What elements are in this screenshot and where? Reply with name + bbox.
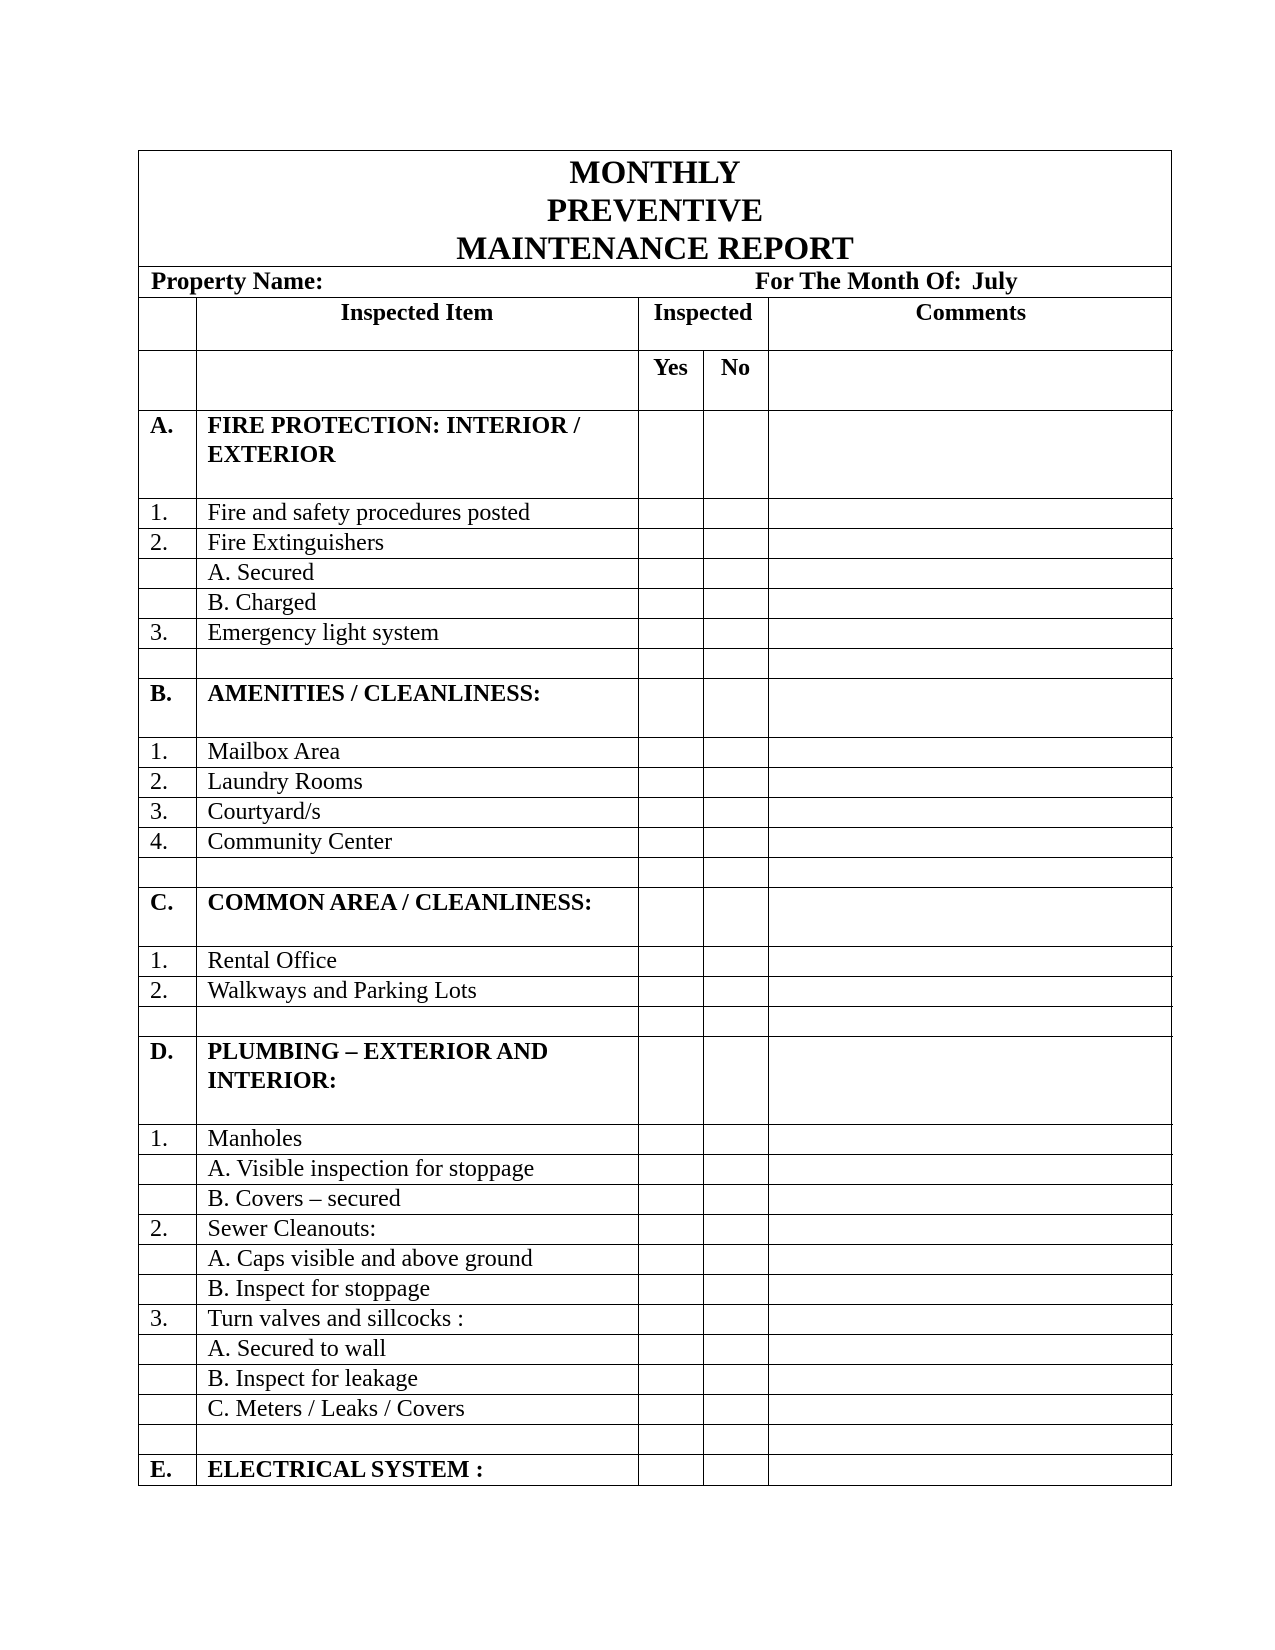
item-text: Fire Extinguishers [196,529,638,559]
comments-cell[interactable] [768,947,1173,977]
yes-checkbox-cell[interactable] [638,1125,703,1155]
yes-checkbox-cell[interactable] [638,738,703,768]
item-number [139,1185,196,1215]
table-row [139,499,1173,529]
table-row [139,768,1173,798]
item-number [139,1275,196,1305]
report-title [139,151,1171,267]
no-checkbox-cell[interactable] [703,679,768,738]
item-text: A. Secured to wall [196,1335,638,1365]
yes-checkbox-cell[interactable] [638,1365,703,1395]
table-row [139,1245,1173,1275]
item-number [139,1365,196,1395]
item-text: B. Inspect for stoppage [196,1275,638,1305]
item-text: Turn valves and sillcocks : [196,1305,638,1335]
no-checkbox-cell[interactable] [703,828,768,858]
blank-num-cell [139,858,196,888]
table-row [139,828,1173,858]
comments-cell[interactable] [768,559,1173,589]
no-checkbox-cell[interactable] [703,529,768,559]
item-text: A. Visible inspection for stoppage [196,1155,638,1185]
title-line-3: MAINTENANCE REPORT [456,231,854,267]
blank-num-cell [139,1007,196,1037]
yes-checkbox-cell[interactable] [638,1305,703,1335]
header-no: No [703,351,768,411]
yes-checkbox-cell[interactable] [638,858,703,888]
table-row [139,947,1173,977]
item-text: Community Center [196,828,638,858]
yes-checkbox-cell[interactable] [638,529,703,559]
item-number [139,1395,196,1425]
yes-checkbox-cell[interactable] [638,411,703,499]
table-row [139,1305,1173,1335]
yes-checkbox-cell[interactable] [638,649,703,679]
table-row [139,738,1173,768]
header-inspected-item: Inspected Item [196,298,638,351]
yes-checkbox-cell[interactable] [638,768,703,798]
no-checkbox-cell[interactable] [703,1215,768,1245]
item-number: 2. [139,977,196,1007]
no-checkbox-cell[interactable] [703,1185,768,1215]
comments-cell[interactable] [768,1125,1173,1155]
header-comments: Comments [768,298,1173,351]
item-text: Manholes [196,1125,638,1155]
item-text: B. Covers – secured [196,1185,638,1215]
item-text: Laundry Rooms [196,768,638,798]
yes-checkbox-cell[interactable] [638,679,703,738]
item-text: C. Meters / Leaks / Covers [196,1395,638,1425]
section-title: FIRE PROTECTION: INTERIOR / EXTERIOR [196,411,638,499]
no-checkbox-cell[interactable] [703,411,768,499]
section-row [139,1037,1173,1125]
yes-checkbox-cell[interactable] [638,1155,703,1185]
comments-cell[interactable] [768,1275,1173,1305]
property-month-row [139,267,1171,298]
yes-checkbox-cell[interactable] [638,619,703,649]
no-checkbox-cell[interactable] [703,1245,768,1275]
blank-item-cell [196,649,638,679]
subheader-num-cell [139,351,196,411]
table-row [139,798,1173,828]
yes-checkbox-cell[interactable] [638,947,703,977]
no-checkbox-cell[interactable] [703,798,768,828]
item-number [139,589,196,619]
header-row [139,298,1173,351]
no-checkbox-cell[interactable] [703,649,768,679]
subheader-row [139,351,1173,411]
month-label: For The Month Of: [755,268,962,295]
item-text: A. Caps visible and above ground [196,1245,638,1275]
table-row [139,1185,1173,1215]
no-checkbox-cell[interactable] [703,1125,768,1155]
comments-cell[interactable] [768,1007,1173,1037]
section-title: PLUMBING – EXTERIOR AND INTERIOR: [196,1037,638,1125]
comments-cell[interactable] [768,529,1173,559]
yes-checkbox-cell[interactable] [638,1335,703,1365]
no-checkbox-cell[interactable] [703,1037,768,1125]
comments-cell[interactable] [768,768,1173,798]
no-checkbox-cell[interactable] [703,1365,768,1395]
yes-checkbox-cell[interactable] [638,589,703,619]
section-letter: A. [139,411,196,499]
item-text: Walkways and Parking Lots [196,977,638,1007]
item-number: 4. [139,828,196,858]
inspection-table [139,298,1173,1485]
no-checkbox-cell[interactable] [703,888,768,947]
no-checkbox-cell[interactable] [703,559,768,589]
item-number [139,1245,196,1275]
item-number: 2. [139,529,196,559]
item-number: 3. [139,798,196,828]
no-checkbox-cell[interactable] [703,858,768,888]
comments-cell[interactable] [768,499,1173,529]
property-name-label: Property Name: [151,268,324,295]
comments-cell[interactable] [768,1245,1173,1275]
item-text: Fire and safety procedures posted [196,499,638,529]
comments-cell[interactable] [768,1185,1173,1215]
header-inspected: Inspected [638,298,768,351]
comments-cell[interactable] [768,888,1173,947]
item-number: 1. [139,947,196,977]
table-row [139,1125,1173,1155]
table-row [139,1335,1173,1365]
comments-cell[interactable] [768,411,1173,499]
table-row [139,619,1173,649]
yes-checkbox-cell[interactable] [638,798,703,828]
yes-checkbox-cell[interactable] [638,1007,703,1037]
section-row [139,679,1173,738]
table-row [139,559,1173,589]
yes-checkbox-cell[interactable] [638,1395,703,1425]
item-number [139,559,196,589]
no-checkbox-cell[interactable] [703,1455,768,1486]
section-letter: D. [139,1037,196,1125]
no-checkbox-cell[interactable] [703,1275,768,1305]
comments-cell[interactable] [768,1215,1173,1245]
yes-checkbox-cell[interactable] [638,1215,703,1245]
section-row [139,888,1173,947]
item-text: Courtyard/s [196,798,638,828]
section-title: COMMON AREA / CLEANLINESS: [196,888,638,947]
item-number: 3. [139,1305,196,1335]
month-value: July [971,268,1018,295]
blank-item-cell [196,858,638,888]
comments-cell[interactable] [768,1335,1173,1365]
maintenance-report-form [138,150,1172,1486]
comments-cell[interactable] [768,1395,1173,1425]
item-text: B. Inspect for leakage [196,1365,638,1395]
no-checkbox-cell[interactable] [703,619,768,649]
no-checkbox-cell[interactable] [703,768,768,798]
comments-cell[interactable] [768,828,1173,858]
yes-checkbox-cell[interactable] [638,828,703,858]
table-row [139,1365,1173,1395]
no-checkbox-cell[interactable] [703,947,768,977]
comments-cell[interactable] [768,619,1173,649]
header-num-cell [139,298,196,351]
comments-cell[interactable] [768,977,1173,1007]
yes-checkbox-cell[interactable] [638,1245,703,1275]
no-checkbox-cell[interactable] [703,1305,768,1335]
header-yes: Yes [638,351,703,411]
blank-num-cell [139,1425,196,1455]
comments-cell[interactable] [768,798,1173,828]
comments-cell[interactable] [768,858,1173,888]
no-checkbox-cell[interactable] [703,738,768,768]
item-number: 3. [139,619,196,649]
yes-checkbox-cell[interactable] [638,559,703,589]
subheader-item-cell [196,351,638,411]
comments-cell[interactable] [768,738,1173,768]
item-number: 1. [139,1125,196,1155]
table-row [139,1275,1173,1305]
item-text: Emergency light system [196,619,638,649]
blank-row [139,858,1173,888]
yes-checkbox-cell[interactable] [638,1037,703,1125]
section-title: ELECTRICAL SYSTEM : [196,1455,638,1486]
yes-checkbox-cell[interactable] [638,499,703,529]
yes-checkbox-cell[interactable] [638,1425,703,1455]
no-checkbox-cell[interactable] [703,499,768,529]
no-checkbox-cell[interactable] [703,1007,768,1037]
section-letter: B. [139,679,196,738]
yes-checkbox-cell[interactable] [638,977,703,1007]
item-number: 2. [139,768,196,798]
item-text: Rental Office [196,947,638,977]
section-row [139,1455,1173,1486]
table-row [139,977,1173,1007]
no-checkbox-cell[interactable] [703,1425,768,1455]
yes-checkbox-cell[interactable] [638,1275,703,1305]
comments-cell[interactable] [768,589,1173,619]
no-checkbox-cell[interactable] [703,589,768,619]
comments-cell[interactable] [768,1455,1173,1486]
blank-item-cell [196,1007,638,1037]
section-row [139,411,1173,499]
section-title: AMENITIES / CLEANLINESS: [196,679,638,738]
blank-row [139,1007,1173,1037]
yes-checkbox-cell[interactable] [638,1185,703,1215]
item-number [139,1335,196,1365]
blank-row [139,1425,1173,1455]
no-checkbox-cell[interactable] [703,1395,768,1425]
title-line-1: MONTHLY [569,155,741,191]
month-field [755,267,1018,297]
no-checkbox-cell[interactable] [703,1155,768,1185]
section-letter: E. [139,1455,196,1486]
subheader-comments-cell [768,351,1173,411]
table-row [139,529,1173,559]
comments-cell[interactable] [768,1425,1173,1455]
no-checkbox-cell[interactable] [703,977,768,1007]
section-letter: C. [139,888,196,947]
item-number: 1. [139,738,196,768]
title-line-2: PREVENTIVE [546,193,764,229]
blank-item-cell [196,1425,638,1455]
comments-cell[interactable] [768,1037,1173,1125]
table-row [139,1215,1173,1245]
blank-row [139,649,1173,679]
table-row [139,589,1173,619]
comments-cell[interactable] [768,1305,1173,1335]
comments-cell[interactable] [768,649,1173,679]
table-row [139,1155,1173,1185]
table-row [139,1395,1173,1425]
item-text: Sewer Cleanouts: [196,1215,638,1245]
comments-cell[interactable] [768,679,1173,738]
blank-num-cell [139,649,196,679]
item-text: Mailbox Area [196,738,638,768]
item-number: 1. [139,499,196,529]
item-number [139,1155,196,1185]
item-number: 2. [139,1215,196,1245]
item-text: B. Charged [196,589,638,619]
yes-checkbox-cell[interactable] [638,1455,703,1486]
no-checkbox-cell[interactable] [703,1335,768,1365]
yes-checkbox-cell[interactable] [638,888,703,947]
comments-cell[interactable] [768,1155,1173,1185]
item-text: A. Secured [196,559,638,589]
comments-cell[interactable] [768,1365,1173,1395]
